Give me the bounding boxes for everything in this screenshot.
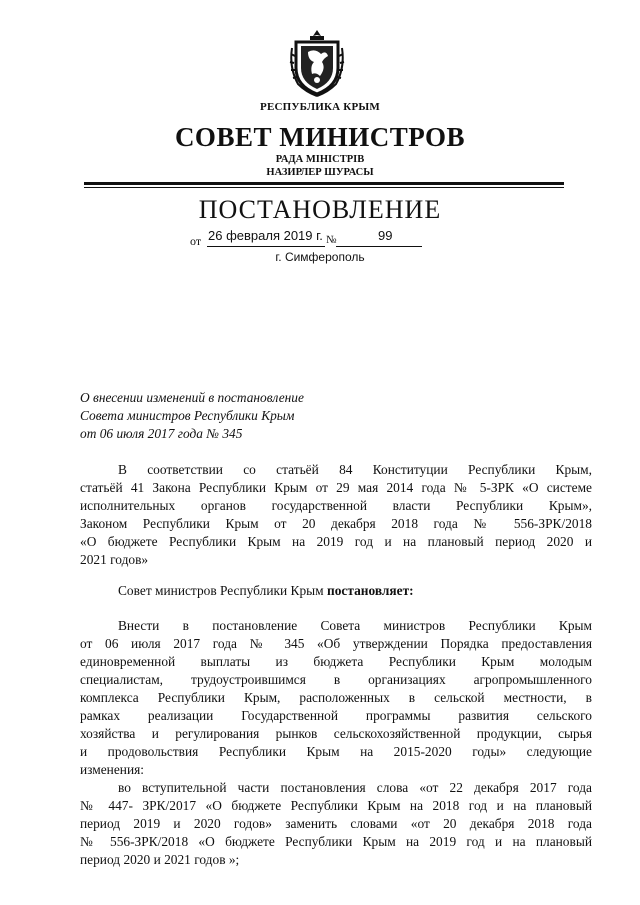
header-rule-thick bbox=[84, 182, 564, 185]
paragraph-line: 2021 годов» bbox=[80, 552, 149, 567]
subject-line: от 06 июля 2017 года № 345 bbox=[80, 426, 243, 441]
paragraph-line: № 556-ЗРК/2018 «О бюджете Республики Крым на 2019 год и на плановый bbox=[80, 834, 592, 849]
crimea-coat-of-arms-icon bbox=[288, 28, 346, 98]
paragraph-line: хозяйства и регулирования рынков сельскохозяйственной продукции, сырья bbox=[80, 726, 592, 741]
date-underline bbox=[207, 246, 325, 247]
document-date: 26 февраля 2019 г. bbox=[208, 228, 323, 243]
subject-line: Совета министров Республики Крым bbox=[80, 408, 295, 423]
subject-line: О внесении изменений в постановление bbox=[80, 390, 304, 405]
paragraph-line: и продовольствия Республики Крым на 2015-2020 годы» следующие bbox=[80, 744, 592, 759]
resolves-text: Совет министров Республики Крым bbox=[118, 583, 327, 598]
paragraph-line: от 06 июля 2017 года № 345 «Об утверждении Порядка предоставления bbox=[80, 636, 592, 651]
number-prefix: № bbox=[326, 234, 337, 246]
council-title-crimean-tatar: НАЗИРЛЕР ШУРАСЫ bbox=[266, 167, 374, 178]
document-type: ПОСТАНОВЛЕНИЕ bbox=[198, 195, 442, 224]
paragraph-line: период 2020 и 2021 годов »; bbox=[80, 852, 240, 867]
city: г. Симферополь bbox=[275, 250, 365, 264]
date-prefix: от bbox=[190, 234, 202, 248]
paragraph-line: статьёй 41 Закона Республики Крым от 29 мая 2014 года № 5-ЗРК «О системе bbox=[80, 480, 592, 495]
paragraph-line: В соответствии со статьёй 84 Конституции Республики Крым, bbox=[118, 462, 592, 477]
council-title: СОВЕТ МИНИСТРОВ bbox=[174, 122, 466, 152]
council-title-ukrainian: РАДА МІНІСТРІВ bbox=[275, 154, 365, 165]
header-rule-thin bbox=[84, 187, 564, 188]
document-number: 99 bbox=[378, 228, 393, 243]
paragraph-resolves bbox=[80, 582, 592, 600]
paragraph-line: изменения: bbox=[80, 762, 145, 777]
paragraph-line bbox=[80, 582, 592, 600]
paragraph-line: единовременной выплаты из бюджета Республики Крым молодым bbox=[80, 654, 592, 669]
paragraph-line: исполнительных органов государственной власти Республики Крым», bbox=[80, 498, 592, 513]
paragraph-line: Внести в постановление Совета министров Республики Крым bbox=[118, 618, 592, 633]
paragraph-line: № 447- ЗРК/2017 «О бюджете Республики Крым на 2018 год и на плановый bbox=[80, 798, 592, 813]
number-underline bbox=[336, 246, 422, 247]
resolves-bold: постановляет: bbox=[326, 583, 414, 598]
document-subject bbox=[80, 389, 304, 443]
paragraph-line: во вступительной части постановления слова «от 22 декабря 2017 года bbox=[118, 780, 592, 795]
republic-name: РЕСПУБЛИКА КРЫМ bbox=[260, 101, 380, 113]
paragraph-legal-basis bbox=[80, 461, 592, 569]
paragraph-line: комплекса Республики Крым, расположенных в сельской местности, в bbox=[80, 690, 592, 705]
paragraph-line: период 2019 и 2020 годов» заменить словами «от 20 декабря 2018 года bbox=[80, 816, 592, 831]
date-number-line bbox=[190, 228, 430, 248]
paragraph-amendments bbox=[80, 617, 592, 869]
paragraph-line: рамках реализации Государственной программы развития сельского bbox=[80, 708, 592, 723]
paragraph-line: «О бюджете Республики Крым на 2019 год и на плановый период 2020 и bbox=[80, 534, 592, 549]
paragraph-line: Законом Республики Крым от 20 декабря 2018 года № 556-ЗРК/2018 bbox=[80, 516, 592, 531]
paragraph-line: специалистам, трудоустроившимся в организациях агропромышленного bbox=[80, 672, 592, 687]
